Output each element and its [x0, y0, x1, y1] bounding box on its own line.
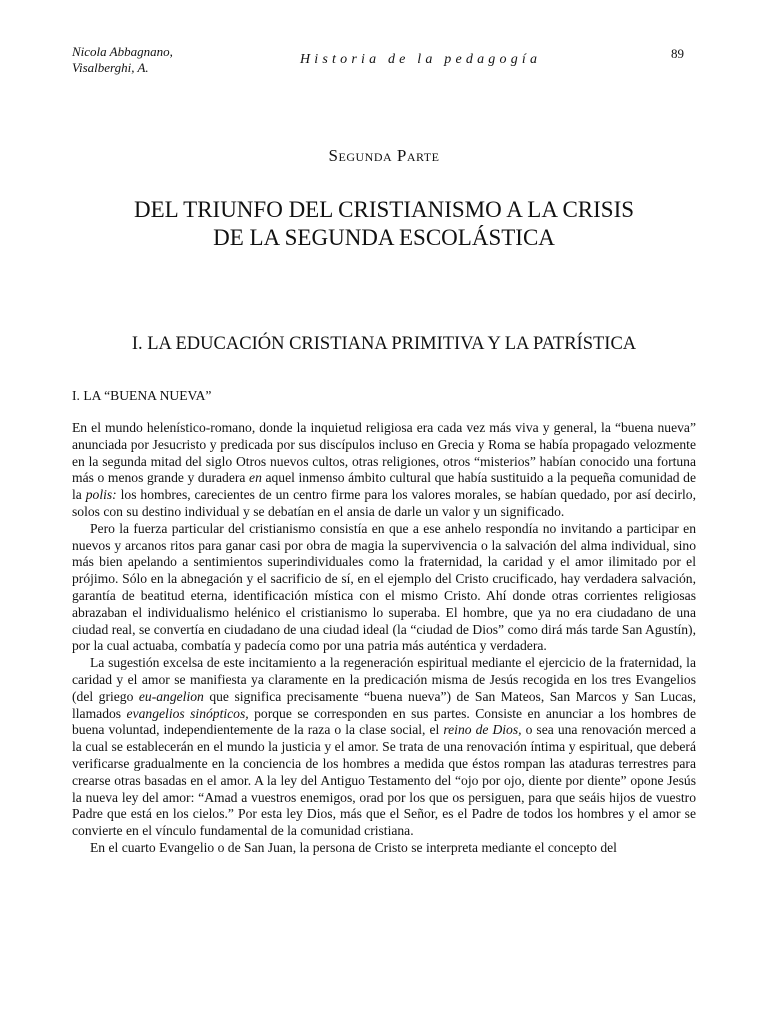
paragraph-3-text-c: que significa precisamente “buena nueva”) de San Mateos, San Marcos y San Lucas, llamados: [72, 688, 696, 721]
author-line-2: Visalberghi, A.: [72, 60, 149, 75]
page-number: 89: [671, 46, 684, 61]
author-block: [72, 44, 173, 76]
main-title-line-2: DE LA SEGUNDA ESCOLÁSTICA: [213, 225, 555, 250]
paragraph-1-italic-polis: polis:: [85, 487, 117, 503]
chapter-title: I. LA EDUCACIÓN CRISTIANA PRIMITIVA Y LA PATRÍSTICA: [131, 334, 637, 354]
paragraph-3-text-e: porque se corresponden en sus partes. Consiste en anunciar a los hombres de buena voluntad, independientemente de la raza o la clase social, el: [72, 705, 696, 738]
section-title: I. LA “BUENA NUEVA”: [72, 388, 212, 403]
page-header: [72, 44, 684, 84]
paragraph-3-italic-eu-angelion: eu-angelion: [138, 688, 204, 704]
paragraph-1-text-e: los hombres, carecientes de un centro firme para los valores morales, se habían quedado, por así decirlo, solos con su destino individual y se debatían en el ansia de darle un valor y un significado.: [72, 487, 696, 519]
author-line-1: Nicola Abbagnano,: [72, 44, 173, 59]
paragraph-4: En el cuarto Evangelio o de San Juan, la persona de Cristo se interpreta mediante el concepto del: [90, 839, 617, 855]
main-title-line-1: DEL TRIUNFO DEL CRISTIANISMO A LA CRISIS: [133, 197, 635, 222]
paragraph-3-italic-reino: reino de Dios,: [443, 722, 522, 738]
paragraph-3-text-g: o sea una renovación merced a la cual se establecerán en el mundo la justicia y el amor. Se trata de una renovación íntima y espiritual, que deberá verificarse gradualmente en la conciencia de los hombres a medida que éstos rompan las ataduras terrestres para crearse otras basadas en el amor. A la ley del Antiguo Testamento del “ojo por ojo, diente por diente” opone Jesús la nueva ley del amor: “Amad a vuestros enemigos, orad por los que os persiguen, para que seáis hijos de vuestro Padre que está en los cielos.” Por esta ley Dios, más que el Señor, es el Padre de todos los hombres y el amor se convierte en el vínculo fundamental de la comunidad cristiana.: [72, 722, 696, 839]
paragraph-3-text-a: La sugestión excelsa de este incitamiento a la regeneración espiritual mediante el ejercicio de la fraternidad, la caridad y el amor se manifiesta ya claramente en la predicación misma de Jesús recogida en los tres Evangelios (del griego: [72, 655, 696, 704]
paragraph-3: [72, 655, 696, 840]
running-title: Historia de la pedagogía: [300, 52, 542, 67]
paragraph-1: [72, 420, 696, 521]
paragraph-1-text-a: En el mundo helenístico-romano, donde la inquietud religiosa era cada vez más viva y general, la “buena nueva” anunciada por Jesucristo y predicada por sus discípulos incluso en Grecia y Roma se había propagado velozmente en la segunda mitad del siglo Otros nuevos cultos, otras religiones, otros “misterios” habían conocido una fortuna más o menos grande y duradera: [72, 420, 696, 486]
paragraph-1-text-c: aquel inmenso ámbito cultural que había sustituido a la pequeña comunidad de la: [72, 470, 696, 503]
paragraph-3-italic-evangelios: evangelios sinópticos,: [126, 705, 249, 721]
main-title: [60, 196, 708, 252]
body-text: [72, 420, 696, 857]
part-label: Segunda Parte: [328, 146, 440, 165]
paragraph-1-italic-en: en: [249, 470, 262, 486]
paragraph-2: Pero la fuerza particular del cristianismo consistía en que a ese anhelo respondía no invitando a participar en nuevos y arcanos ritos para ganar casi por obra de magia la supervivencia o la salvación del alma individual, sino más bien apelando a sentimientos superindividuales como la fraternidad, la caridad y el amor ilimitado por el prójimo. Sólo en la abnegación y el sacrificio de sí, en el ejemplo del Cristo crucificado, hay verdadera salvación, garantía de beatitud eterna, identificación mística con el mismo Cristo. Ahí donde otras corrientes religiosas abrazaban el individualismo helénico el cristianismo lo superaba. El hombre, que ya no era ciudadano de una ciudad real, se convertía en ciudadano de una ciudad ideal (la “ciudad de Dios” como dirá más tarde San Agustín), por la cual actuaba, combatía y padecía como por una patria más auténtica y verdadera.: [72, 520, 696, 654]
